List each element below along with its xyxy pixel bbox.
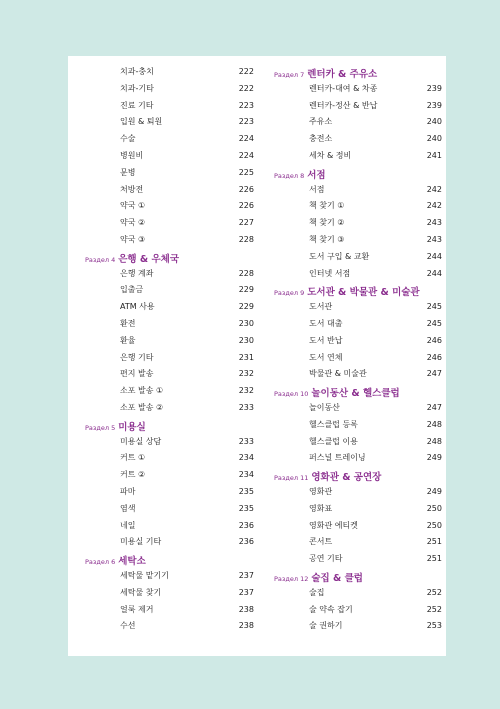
toc-entry-title: 소포 발송 ② [120,402,164,412]
toc-entry[interactable] [274,98,442,115]
toc-entry-title: 환율 [120,335,136,345]
toc-entry[interactable] [85,450,254,467]
toc-entry-title: 약국 ① [120,201,146,211]
toc-right-column [274,64,442,635]
toc-entry[interactable] [274,81,442,98]
toc-entry-title: 처방전 [120,184,144,194]
toc-entry[interactable] [274,366,442,383]
toc-entry[interactable] [85,266,254,283]
toc-entry-title: 헬스클럽 등록 [309,419,358,429]
toc-entry-page-number: 247 [426,369,442,379]
toc-entry[interactable] [274,618,442,635]
toc-entry-page-number: 237 [238,587,254,597]
toc-entry-page-number: 242 [426,201,442,211]
section-title: 술집 & 클럽 [311,572,363,584]
toc-entry-title: 콘서트 [309,537,333,547]
toc-entry-page-number: 251 [426,537,442,547]
toc-entry-title: 술 약속 잡기 [309,604,353,614]
toc-entry-page-number: 240 [426,117,442,127]
toc-entry[interactable] [274,450,442,467]
toc-entry[interactable] [85,534,254,551]
toc-entry-title: 박물관 & 미술관 [309,369,367,379]
toc-entry-page-number: 224 [238,150,254,160]
toc-entry[interactable] [85,282,254,299]
toc-entry[interactable] [274,316,442,333]
section-heading [274,568,442,585]
toc-entry[interactable] [85,484,254,501]
toc-entry[interactable] [85,64,254,81]
section-title: 영화관 & 공연장 [311,472,382,484]
section-label: Раздел 10 [274,390,309,399]
toc-entry[interactable] [274,484,442,501]
toc-entry[interactable] [274,551,442,568]
section-label: Раздел 9 [274,289,305,298]
toc-entry-page-number: 226 [238,201,254,211]
toc-entry-page-number: 236 [238,537,254,547]
toc-entry-page-number: 242 [426,184,442,194]
toc-entry-title: 영화관 [309,486,333,496]
toc-entry-title: 입출금 [120,285,144,295]
toc-entry[interactable] [85,501,254,518]
toc-entry-page-number: 237 [238,570,254,580]
toc-entry-title: 소포 발송 ① [120,386,164,396]
toc-entry[interactable] [274,333,442,350]
toc-entry[interactable] [274,114,442,131]
toc-entry[interactable] [274,534,442,551]
toc-entry[interactable] [85,182,254,199]
toc-entry-title: 도서 대출 [309,318,343,328]
toc-entry-page-number: 249 [426,453,442,463]
toc-entry-title: ATM 사용 [120,302,155,312]
toc-entry-title: 책 찾기 ③ [309,234,345,244]
section-title: 렌터카 & 주유소 [307,69,378,80]
toc-entry-page-number: 240 [426,134,442,144]
toc-entry-title: 세탁물 찾기 [120,587,162,597]
toc-entry[interactable] [274,299,442,316]
toc-entry-page-number: 230 [238,335,254,345]
toc-entry[interactable] [274,249,442,266]
section-heading [274,383,442,400]
toc-entry-page-number: 244 [426,251,442,261]
toc-entry[interactable] [85,585,254,602]
toc-entry-title: 진료 기타 [120,100,154,110]
toc-entry-page-number: 236 [238,520,254,530]
section-heading [274,282,442,299]
toc-entry-title: 렌터카-대여 & 차종 [309,83,378,93]
section-heading [274,64,442,81]
toc-entry[interactable] [85,518,254,535]
toc-entry-title: 미용실 상담 [120,436,162,446]
toc-entry-title: 도서 반납 [309,335,343,345]
toc-page [68,56,446,656]
toc-entry-page-number: 249 [426,486,442,496]
toc-entry-title: 렌터카-정산 & 반납 [309,100,378,110]
toc-entry[interactable] [85,618,254,635]
toc-entry[interactable] [85,81,254,98]
toc-entry-title: 수선 [120,621,136,631]
toc-entry-page-number: 231 [238,352,254,362]
toc-entry-title: 서점 [309,184,325,194]
section-heading [85,551,254,568]
toc-entry-page-number: 229 [238,302,254,312]
section-label: Раздел 11 [274,474,309,483]
toc-entry[interactable] [85,434,254,451]
toc-entry-page-number: 248 [426,436,442,446]
toc-entry[interactable] [274,400,442,417]
toc-entry-page-number: 246 [426,335,442,345]
toc-entry[interactable] [274,585,442,602]
toc-entry-page-number: 235 [238,503,254,513]
toc-entry-title: 편지 발송 [120,369,154,379]
toc-entry-page-number: 252 [426,587,442,597]
section-title: 미용실 [118,421,146,433]
toc-entry-title: 인터넷 서점 [309,268,351,278]
toc-entry-title: 헬스클럽 이용 [309,436,358,446]
toc-entry-title: 주유소 [309,117,333,127]
toc-entry-title: 책 찾기 ① [309,201,345,211]
toc-entry-page-number: 253 [426,621,442,631]
toc-entry-page-number: 243 [426,234,442,244]
toc-entry-page-number: 245 [426,302,442,312]
toc-entry-page-number: 232 [238,386,254,396]
toc-entry[interactable] [274,434,442,451]
section-label: Раздел 6 [85,558,116,567]
toc-entry-page-number: 222 [238,67,254,76]
toc-entry[interactable] [274,266,442,283]
toc-entry-page-number: 238 [238,604,254,614]
toc-entry-title: 치과-기타 [120,83,154,93]
toc-entry[interactable] [274,215,442,232]
toc-entry-title: 충전소 [309,134,333,144]
toc-entry-page-number: 241 [426,150,442,160]
toc-entry[interactable] [85,165,254,182]
toc-entry-page-number: 239 [426,100,442,110]
toc-entry-title: 문병 [120,167,136,177]
toc-entry-title: 미용실 기타 [120,537,162,547]
toc-entry[interactable] [274,417,442,434]
section-heading [274,165,442,182]
toc-entry-page-number: 246 [426,352,442,362]
toc-entry-title: 도서관 [309,302,333,312]
toc-entry[interactable] [85,400,254,417]
toc-entry[interactable] [85,198,254,215]
section-label: Раздел 4 [85,255,116,264]
toc-entry-title: 놀이동산 [309,402,340,412]
toc-entry-page-number: 247 [426,402,442,412]
toc-entry-page-number: 229 [238,285,254,295]
toc-entry[interactable] [274,232,442,249]
toc-entry-title: 도서 구입 & 교환 [309,251,370,261]
toc-entry[interactable] [85,383,254,400]
toc-entry-page-number: 250 [426,503,442,513]
section-title: 세탁소 [118,556,146,568]
toc-entry-title: 공연 기타 [309,554,343,564]
toc-entry[interactable] [274,518,442,535]
section-label: Раздел 8 [274,171,305,180]
toc-entry[interactable] [85,148,254,165]
toc-entry-title: 은행 기타 [120,352,154,362]
toc-entry-page-number: 234 [238,470,254,480]
toc-entry-title: 염색 [120,503,136,513]
toc-entry-page-number: 224 [238,134,254,144]
toc-entry[interactable] [85,568,254,585]
toc-entry-title: 약국 ② [120,218,146,228]
toc-entry[interactable] [85,299,254,316]
toc-entry[interactable] [274,350,442,367]
toc-entry[interactable] [85,232,254,249]
toc-entry-title: 수술 [120,134,136,144]
toc-entry[interactable] [274,198,442,215]
toc-entry-page-number: 250 [426,520,442,530]
section-heading [85,249,254,266]
toc-entry-page-number: 251 [426,554,442,564]
toc-entry-title: 커트 ① [120,453,146,463]
toc-entry-title: 은행 계좌 [120,268,154,278]
toc-entry-page-number: 252 [426,604,442,614]
toc-entry-title: 술 권하기 [309,621,343,631]
toc-entry-title: 커트 ② [120,470,146,480]
toc-entry[interactable] [85,366,254,383]
toc-entry-page-number: 225 [238,167,254,177]
toc-entry[interactable] [85,114,254,131]
toc-entry-page-number: 226 [238,184,254,194]
toc-entry-page-number: 233 [238,402,254,412]
toc-entry-title: 퍼스널 트레이닝 [309,453,366,463]
section-label: Раздел 5 [85,423,116,432]
section-title: 서점 [307,169,326,181]
toc-entry-title: 파마 [120,486,136,496]
toc-entry-title: 세탁물 맡기기 [120,570,169,580]
toc-entry[interactable] [85,131,254,148]
toc-entry-page-number: 234 [238,453,254,463]
toc-entry-title: 책 찾기 ② [309,218,345,228]
toc-entry-title: 얼룩 제거 [120,604,154,614]
section-title: 놀이동산 & 헬스클럽 [311,388,400,400]
section-label: Раздел 12 [274,574,309,583]
toc-entry[interactable] [85,316,254,333]
section-title: 도서관 & 박물관 & 미술관 [307,287,420,299]
toc-entry-title: 병원비 [120,150,144,160]
toc-entry[interactable] [274,131,442,148]
toc-entry-title: 영화관 에티켓 [309,520,358,530]
toc-entry-title: 약국 ③ [120,234,146,244]
toc-entry-page-number: 233 [238,436,254,446]
toc-entry[interactable] [85,333,254,350]
toc-entry-page-number: 228 [238,268,254,278]
toc-entry-title: 네일 [120,520,136,530]
toc-entry-page-number: 235 [238,486,254,496]
section-label: Раздел 7 [274,71,305,79]
toc-entry-title: 영화표 [309,503,333,513]
toc-entry[interactable] [274,602,442,619]
toc-entry-page-number: 243 [426,218,442,228]
toc-entry-page-number: 222 [238,83,254,93]
toc-entry-title: 치과-충치 [120,67,154,76]
toc-entry[interactable] [85,98,254,115]
toc-entry-title: 세차 & 정비 [309,150,352,160]
toc-entry-page-number: 223 [238,100,254,110]
toc-entry[interactable] [274,182,442,199]
toc-entry-title: 환전 [120,318,136,328]
toc-entry[interactable] [85,215,254,232]
toc-entry-title: 도서 연체 [309,352,343,362]
toc-entry[interactable] [274,148,442,165]
toc-entry-title: 술집 [309,587,325,597]
toc-entry-page-number: 238 [238,621,254,631]
toc-entry-page-number: 223 [238,117,254,127]
toc-entry[interactable] [85,602,254,619]
toc-entry-page-number: 248 [426,419,442,429]
toc-entry[interactable] [85,350,254,367]
toc-entry[interactable] [274,501,442,518]
toc-entry-page-number: 228 [238,234,254,244]
toc-entry-page-number: 232 [238,369,254,379]
section-title: 은행 & 우체국 [118,253,180,265]
toc-entry-page-number: 244 [426,268,442,278]
section-heading [85,417,254,434]
toc-entry-page-number: 230 [238,318,254,328]
section-heading [274,467,442,484]
toc-left-column [85,64,254,635]
toc-entry-page-number: 239 [426,83,442,93]
toc-entry-title: 입원 & 퇴원 [120,117,163,127]
toc-entry-page-number: 245 [426,318,442,328]
toc-entry-page-number: 227 [238,218,254,228]
toc-entry[interactable] [85,467,254,484]
